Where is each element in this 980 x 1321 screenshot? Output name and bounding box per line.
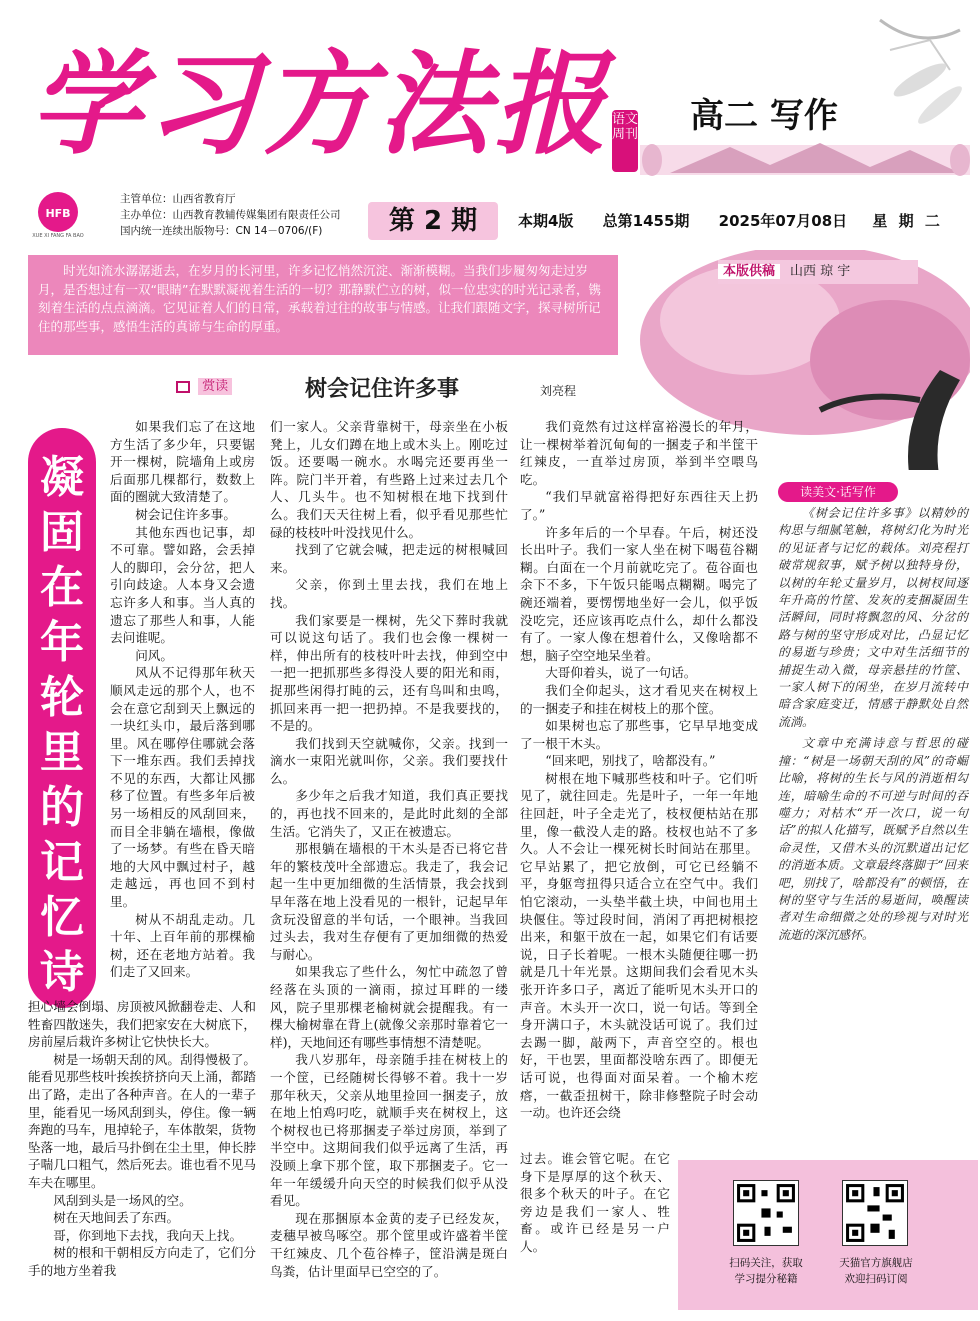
paragraph: 我们找到天空就喊你，父亲。找到一滴水一束阳光就叫你，父亲。我们要找什么。: [270, 735, 508, 786]
paragraph: 其他东西也记事，却不可靠。譬如路，会丢掉人的脚印，会分岔，把人引向歧途。人本身又会遗忘许多人和事。当人真的遗忘了那些人和事，人能去问谁呢。: [110, 524, 255, 646]
paragraph: 大哥仰着头，说了一句话。: [545, 665, 697, 681]
issue-details: [518, 210, 940, 231]
headline-char: 里: [40, 727, 84, 778]
paragraph: 们一家人。父亲背靠树干，母亲坐在小板凳上，儿女们蹲在地上或木头上。刚吃过饭。还要喝一碗水。水喝完还要再坐一阵。院门半开着，有些路上过来过去几个人、几头牛。也不知树根在地下找到什么。我们天天往树上看，似乎看见那些忙碌的枝枝叶叶没找见什么。: [270, 419, 508, 540]
paragraph: 我们全仰起头，这才看见夹在树杈上的一捆麦子和挂在树枝上的那个筐。: [520, 682, 758, 716]
paragraph: 多少年之后我才知道，我们真正要找的，再也找不回来的，是此时此刻的全部生活。它消失了，又正在被遗忘。: [270, 788, 508, 839]
article-column-3-lower: [520, 1150, 670, 1256]
logo-text: XUE XI FANG FA BAO: [32, 233, 84, 239]
headline-char: 行: [40, 1002, 84, 1053]
editor-label: 本版供稿: [718, 264, 780, 279]
publisher-line: 国内统一连续出版物号：CN 14－0706/(F): [120, 225, 323, 237]
book-icon: [176, 381, 190, 393]
article-column-3: [520, 418, 758, 1122]
grade-section-label: 高二 写作: [690, 96, 838, 136]
qr-caption-line: 扫码关注，获取: [729, 1257, 803, 1269]
editor-credit: [718, 260, 918, 284]
paragraph: 树的根和干朝相反方向走了，它们分手的地方坐着我: [28, 1245, 256, 1278]
commentary-text: [778, 505, 968, 944]
paragraph: “回来吧，别找了，啥都没有。”: [545, 753, 716, 769]
paragraph: 如果我忘了些什么，匆忙中疏忽了曾经落在头顶的一滴雨，掠过耳畔的一缕风，院子里那棵老榆树就会提醒我。有一棵大榆树靠在背上(就像父亲那时靠着它一样)，天地间还有哪些事情想不清楚呢。: [270, 964, 508, 1050]
commentary-paragraph: 文章中充满诗意与哲思的碰撞：“树是一场朝天刮的风”的奇崛比喻，将树的生长与风的消逝相勾连，暗喻生命的不可逆与时间的吞噬力；对枯木“开一次口，说一句话”的拟人化描写，既赋予自然以生命灵性，又借木头的沉默道出记忆的消逝本质。文章最终落脚于“回来吧，别找了，啥都没有”的顿悟，在树的坚守与生活的易逝间，唤醒读者对生命细微之处的珍视与对时光流逝的深沉感怀。: [778, 736, 968, 942]
qr-caption-line: 学习提分秘籍: [734, 1273, 798, 1285]
paragraph: 如果我们忘了在这地方生活了多少年，只要锯开一棵树，院墙角上或房后面那几棵都行，数数上面的圈就大致清楚了。: [110, 419, 255, 505]
headline-char: 凝: [40, 452, 84, 503]
article-column-1-lower: [28, 998, 256, 1280]
headline-char: 记: [40, 837, 84, 888]
paragraph: 那根躺在墙根的干木头是否已将它昔年的繁枝茂叶全部遗忘。我走了，我会记起一生中更加细微的生活情景，我会找到早年落在地上没看见的一根针，记起早年贪玩没留意的半句话，一个眼神。当我回过头去，我对生存便有了更加细微的热爱与耐心。: [270, 841, 508, 962]
article-column-2: [270, 418, 508, 1280]
issue-number: 第 2 期: [368, 202, 498, 240]
paragraph: 风从不记得那年秋天顺风走远的那个人，也不会在意它刮到天上飘远的一块红头巾，最后落到哪里。风在哪停住哪就会落下一堆东西。我们丢掉找不见的东西，大都让风挪移了位置。有些多年后被另一场相反的风刮回来，而目全非躺在墙根，像做了一场梦。有些在昏天暗地的大风中飘过村子，越走越远，再也回不到村里。: [110, 665, 255, 910]
paragraph: 我八岁那年，母亲随手挂在树枝上的一个筐，已经随树长得够不着。我十一岁那年秋天，父亲从地里捡回一捆麦子，放在地上怕鸡叼吃，就顺手夹在树杈上，这个树杈也已将那捆麦子举过房顶，举到了半空中。这期间我们似乎远离了生活，再没顾上拿下那个筐，取下那捆麦子。它一年一年缓缓升向天空的时候我们似乎从没看见。: [270, 1052, 508, 1209]
paragraph: 许多年后的一个早春。午后，树还没长出叶子。我们一家人坐在树下喝苞谷糊糊。白面在一个月前就吃完了。苞谷面也余下不多，下午饭只能喝点糊糊。喝完了碗还端着，要愣愣地坐好一会儿，似乎饭没吃完，还应该再吃点什么，却什么都没有了。一家人像在想着什么，又像啥都不想，脑子空空地呆坐着。: [520, 524, 758, 663]
headline-char: 忆: [40, 892, 84, 943]
article-column-1: [110, 418, 255, 981]
paragraph: 树根在地下喊那些枝和叶子。它们听见了，就往回走。先是叶子，一年一年地往回赶，叶子全走光了，枝杈便枯站在那里，像一截没人走的路。枝杈也站不了多久。人不会让一棵死树长时间站在那里。它早站累了，把它放倒，可它已经躺不平，身躯弯扭得只适合立在空气中。我们怕它滚动，一头垫半截土块，中间也用土块偃住。等过段时间，消闲了再把树根挖出来，和躯干放在一起，如果它们有话要说，日子长着呢。一根木头随便往哪一扔就是几十年光景。这期间我们会看见木头张开许多口子，离近了能听见木头开口的声音。木头开一次口，说一句话。等到全身开满口子，木头就没话可说了。我们过去踢一脚，敲两下，声音空空的。根也好，干也罢，里面都没啥东西了。即便无话可说，也得面对面呆着。一个榆木疙瘩，一截歪扭树干，除非修整院子时会动一动。也许还会绕: [520, 770, 758, 1121]
paragraph: 父亲，你到土里去找，我们在地上找。: [270, 577, 508, 610]
paragraph: 树是一场朝天刮的风。刮得慢极了。能看见那些枝叶挨挨挤挤向天上涌，都踏出了路，走出了各种声音。在人的一辈子里，能看见一场风刮到头，停住。像一辆奔跑的马车，甩掉轮子，车体散架，货物坠落一地，最后马扑倒在尘土里，伸长脖子喘几口粗气，然后死去。谁也看不见马车夫在哪里。: [28, 1051, 256, 1190]
article-author: 刘亮程: [540, 384, 577, 398]
publisher-line: 主办单位：山西教育教辅传媒集团有限责任公司: [120, 209, 341, 221]
qr-code-icon[interactable]: [842, 1180, 908, 1246]
section-label: [176, 375, 232, 394]
paragraph: 树从不胡乱走动。几十年、上百年前的那棵榆树，还在老地方站着。我们走了又回来。: [110, 911, 255, 980]
paragraph: 风刮到头是一场风的空。: [53, 1192, 192, 1208]
paragraph: 问风。: [135, 647, 173, 663]
intro-text: 时光如流水潺潺逝去，在岁月的长河里，许多记忆悄然沉淀、渐渐模糊。当我们步履匆匆走过岁月，是否想过有一双“眼睛”在默默凝视着生活的一切？那静默伫立的树，似一位忠实的时光记录者，镌刻着生活的点点滴滴。它见证着人们的日常，承载着过往的故事与情感。让我们跟随文字，探寻树所记住的那些事，感悟生活的真谛与生命的厚重。: [38, 263, 601, 334]
headline-char: 轮: [40, 672, 84, 723]
newspaper-title: 学习方法报: [30, 39, 610, 170]
headline-char: 的: [40, 782, 84, 833]
publisher-line: 主管单位：山西省教育厅: [120, 193, 236, 205]
qr-code-icon[interactable]: [733, 1180, 799, 1246]
sidebar-headline: [28, 428, 96, 1053]
paragraph: 哥，你到地下去找，我向天上找。: [53, 1227, 243, 1243]
article-title: 树会记住许多事: [305, 377, 460, 402]
issue-weekday: 星 期 二: [872, 212, 940, 230]
commentary-paragraph: 《树会记住许多事》以精妙的构思与细腻笔触，将树幻化为时光的见证者与记忆的载体。刘亮程打破常规叙事，赋予树以独特身份，以树的年轮丈量岁月，以树杈间逐年升高的竹筐、发灰的麦捆凝固生活瞬间，同时将飘忽的风、分岔的路与树的坚守形成对比，凸显记忆的易逝与珍贵；文中对生活细节的捕捉生动入微，母亲悬挂的竹筐、一家人树下的闲坐，在岁月流转中暗含家庭变迁，情感于静默处自然流淌。: [778, 506, 968, 729]
issue-pages: 本期4版: [518, 212, 574, 230]
paragraph: 我们家要是一棵树，先父下葬时我就可以说这句话了。我们也会像一棵树一样，伸出所有的枝枝叶叶去找，伸到空中一把一把抓那些多得没人要的阳光和雨，捉那些闲得打盹的云，还有鸟叫和虫鸣，抓回来再一把一把扔掉。不是我要找的，不是的。: [270, 612, 508, 734]
headline-char: 年: [40, 617, 84, 668]
paragraph: 树会记住许多事。: [135, 506, 236, 522]
paragraph: 找到了它就会喊，把走远的树根喊回来。: [270, 542, 508, 575]
commentary-title: 读美文·话写作: [778, 482, 898, 502]
newspaper-logo: [28, 190, 88, 240]
qr-section: [678, 1160, 978, 1310]
editor-name: 山西 琼 宇: [790, 264, 851, 279]
qr-caption: [828, 1255, 924, 1287]
ink-bamboo-illustration: [860, 10, 970, 140]
logo-mark: HFB: [45, 207, 71, 220]
paragraph: 如果树也忘了那些事，它早早地变成了一根干木头。: [520, 718, 758, 751]
publisher-info: [120, 191, 341, 239]
headline-char: 固: [40, 507, 84, 558]
paragraph: 树在天地间丢了东西。: [53, 1210, 180, 1226]
paragraph: 现在那捆原本金黄的麦子已经发灰，麦穗早被鸟啄空。那个筐里或许盛着半筐干红辣皮、几个苞谷棒子，筐沿满是斑白鸟粪，估计里面早已空空的了。: [270, 1210, 508, 1279]
paragraph: “我们早就富裕得把好东西往天上扔了。”: [520, 489, 758, 522]
qr-caption-line: 欢迎扫码订阅: [844, 1273, 908, 1285]
paragraph: 过去。谁会管它呢。在它身下是厚厚的这个秋天、很多个秋天的叶子。在它旁边是我们一家人、牲畜。或许已经是另一户人。: [520, 1151, 670, 1254]
issue-date: 2025年07月08日: [718, 212, 848, 230]
weekly-label: 语文周刊: [612, 110, 638, 172]
qr-caption: [720, 1255, 812, 1287]
headline-char: 诗: [40, 947, 84, 998]
headline-char: 在: [40, 562, 84, 613]
paragraph: 担心墙会倒塌、房顶被风掀翻卷走、人和牲畜四散迷失，我们把家安在大树底下，房前屋后栽许多树让它快快长大。: [28, 999, 256, 1050]
qr-caption-line: 天猫官方旗舰店: [839, 1257, 913, 1269]
scroll-mountain-illustration: [640, 125, 970, 180]
section-label-text: 赏读: [198, 378, 232, 395]
issue-total: 总第1455期: [602, 212, 690, 230]
paragraph: 我们竟然有过这样富裕漫长的年月，让一棵树举着沉甸甸的一捆麦子和半筐干红辣皮，一直举过房顶，举到半空喂鸟吃。: [520, 419, 758, 487]
